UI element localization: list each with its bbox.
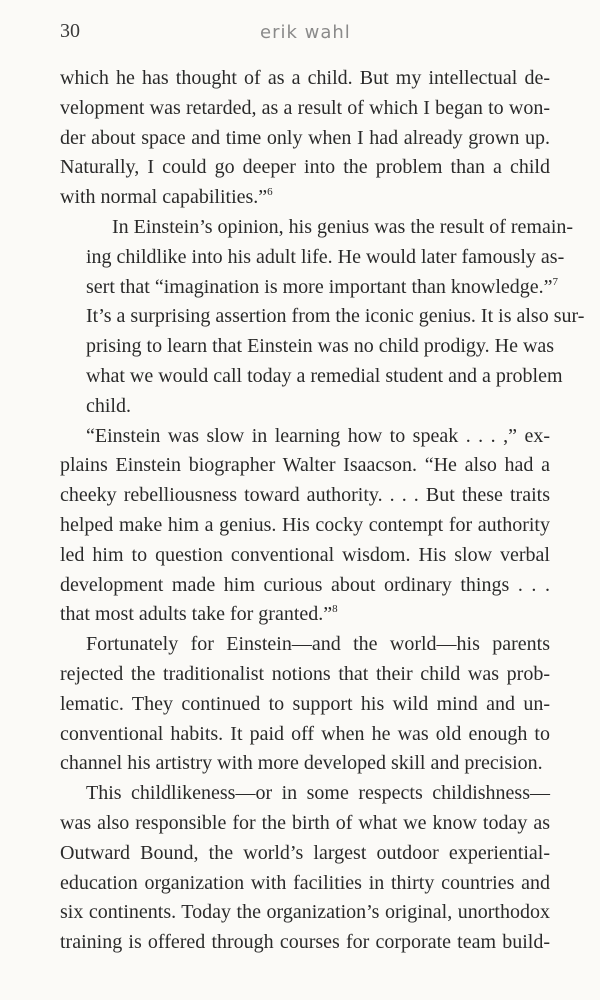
text-line: rejected the traditionalist notions that their child was prob- [60, 662, 550, 685]
page-number: 30 [60, 20, 80, 42]
text-line: what we would call today a remedial student and a problem [86, 364, 563, 387]
text-line: ing childlike into his adult life. He would later famously as- [86, 245, 565, 268]
text-line: channel his artistry with more developed skill and precision. [60, 752, 543, 775]
text-line: was also responsible for the birth of what we know today as [60, 811, 550, 834]
paragraph-5 [60, 779, 550, 958]
text-line: cheeky rebelliousness toward authority. . . . But these traits [60, 484, 550, 507]
paragraph-3 [60, 422, 550, 631]
text-line: prising to learn that Einstein was no child prodigy. He was [86, 335, 555, 358]
text-line: six continents. Today the organization’s original, unorthodox [60, 901, 550, 924]
text-line: led him to question conventional wisdom. His slow verbal [60, 543, 550, 566]
text-line: This childlikeness—or in some respects childishness— [86, 782, 550, 805]
footnote-ref-8: 8 [332, 603, 338, 616]
text-line: conventional habits. It paid off when he was old enough to [60, 722, 550, 745]
text-line: velopment was retarded, as a result of which I began to won- [60, 96, 550, 119]
text-line: In Einstein’s opinion, his genius was the result of remain- [112, 215, 574, 238]
text-line [60, 183, 550, 213]
paragraph-1 [60, 64, 550, 213]
text-line: plains Einstein biographer Walter Isaacson. “He also had a [60, 454, 550, 477]
text-line: “Einstein was slow in learning how to speak . . . ,” ex- [86, 424, 550, 447]
text-line: Outward Bound, the world’s largest outdoor experiential- [60, 841, 550, 864]
text-line: It’s a surprising assertion from the iconic genius. It is also sur- [86, 305, 585, 328]
paragraph-4 [60, 630, 550, 779]
text-line [60, 600, 550, 630]
body-text [60, 64, 585, 958]
text-line: child. [86, 394, 131, 417]
line-text: that most adults take for granted.” [60, 603, 333, 626]
text-line: Fortunately for Einstein—and the world—his parents [86, 633, 550, 656]
text-line: training is offered through courses for corporate team build- [60, 931, 550, 954]
text-line: education organization with facilities in thirty countries and [60, 871, 550, 894]
footnote-ref-6: 6 [267, 186, 273, 199]
line-text: sert that “imagination is more important than knowledge.” [86, 275, 553, 298]
running-head: erik wahl [260, 22, 351, 43]
page-header [60, 20, 540, 50]
text-line [60, 273, 559, 303]
text-line: lematic. They continued to support his wild mind and un- [60, 692, 550, 715]
paragraph-2 [60, 213, 585, 422]
footnote-ref-7: 7 [552, 275, 559, 288]
line-text: with normal capabilities.” [60, 186, 268, 209]
text-line: which he has thought of as a child. But my intellectual de- [60, 67, 550, 89]
text-line: development made him curious about ordinary things . . . [60, 573, 550, 596]
text-line: der about space and time only when I had already grown up. [60, 126, 550, 149]
text-line: helped make him a genius. His cocky contempt for authority [60, 513, 550, 536]
text-line: Naturally, I could go deeper into the problem than a child [60, 156, 550, 179]
